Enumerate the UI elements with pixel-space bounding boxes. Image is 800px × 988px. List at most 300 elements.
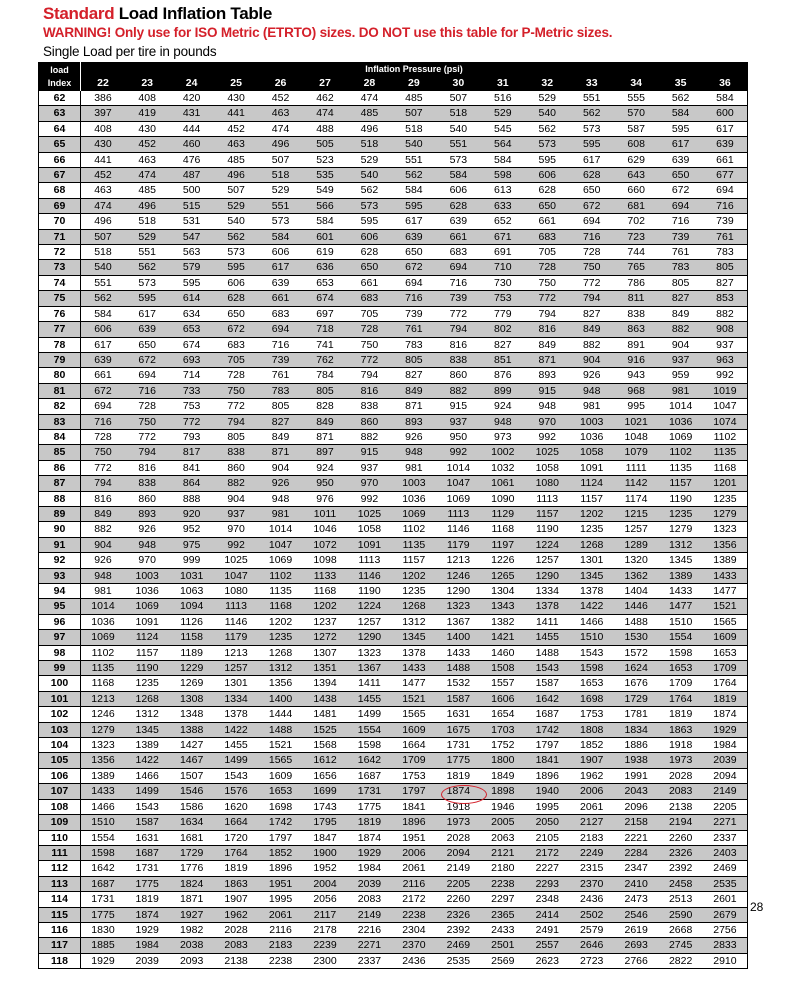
load-value-cell: 948 <box>538 400 557 413</box>
load-value-cell: 1224 <box>347 599 391 614</box>
load-value-cell: 1265 <box>481 568 525 583</box>
load-value-cell: 1312 <box>258 661 302 676</box>
load-value-cell: 860 <box>449 369 468 382</box>
load-index-header <box>39 63 81 92</box>
load-value-cell: 507 <box>392 106 436 121</box>
load-value-cell: 728 <box>582 246 601 259</box>
load-value-cell: 507 <box>271 153 290 166</box>
load-value-cell: 1304 <box>491 585 515 597</box>
load-value-cell: 716 <box>671 215 690 228</box>
load-value-cell: 897 <box>303 445 347 460</box>
load-value-cell: 882 <box>360 430 379 443</box>
load-value-cell: 1620 <box>224 800 248 813</box>
load-value-cell: 916 <box>614 352 658 367</box>
load-value-cell: 728 <box>138 400 156 413</box>
page-number: 28 <box>750 900 764 914</box>
load-value-cell: 1229 <box>169 661 213 676</box>
load-value-cell: 661 <box>258 291 302 306</box>
load-value-cell: 1654 <box>491 708 515 721</box>
load-value-cell: 1598 <box>81 845 125 860</box>
table-row <box>39 661 748 676</box>
load-value-cell: 975 <box>169 537 213 552</box>
load-value-cell: 838 <box>627 307 645 320</box>
load-value-cell: 1190 <box>125 661 169 676</box>
load-value-cell: 540 <box>449 122 468 135</box>
load-value-cell: 1343 <box>481 599 525 614</box>
load-value-cell: 2056 <box>313 893 337 906</box>
load-value-cell: 1819 <box>668 708 693 721</box>
table-row <box>39 183 748 198</box>
load-value-cell: 1962 <box>580 769 604 782</box>
load-value-cell: 545 <box>494 122 512 135</box>
load-value-cell: 915 <box>449 400 468 413</box>
load-value-cell: 1698 <box>268 800 293 813</box>
load-index-cell: 90 <box>39 522 81 537</box>
load-value-cell: 551 <box>94 276 112 289</box>
load-value-cell: 584 <box>316 215 334 228</box>
load-value-cell: 518 <box>258 168 302 183</box>
load-value-cell: 694 <box>94 400 112 413</box>
load-value-cell: 474 <box>271 122 290 135</box>
load-value-cell: 584 <box>658 106 702 121</box>
load-value-cell: 1775 <box>357 800 382 813</box>
table-row <box>39 291 748 306</box>
load-value-cell: 694 <box>716 184 734 197</box>
load-value-cell: 1554 <box>658 630 702 645</box>
load-value-cell: 606 <box>271 246 290 259</box>
load-value-cell: 783 <box>405 338 423 351</box>
pressure-header-cell: 35 <box>658 76 702 91</box>
load-value-cell: 562 <box>81 291 125 306</box>
table-row <box>39 845 748 860</box>
load-value-cell: 783 <box>258 383 302 398</box>
load-value-cell: 1190 <box>535 523 559 536</box>
load-value-cell: 1808 <box>569 722 613 737</box>
load-value-cell: 794 <box>360 369 379 382</box>
load-value-cell: 794 <box>569 291 613 306</box>
load-value-cell: 1929 <box>703 722 748 737</box>
load-value-cell: 805 <box>392 352 436 367</box>
table-row <box>39 198 748 213</box>
load-value-cell: 772 <box>449 307 468 320</box>
load-value-cell: 1080 <box>224 585 248 597</box>
load-value-cell: 1962 <box>214 907 258 922</box>
load-value-cell: 1312 <box>658 537 702 552</box>
load-value-cell: 943 <box>627 369 645 382</box>
load-value-cell: 507 <box>227 184 245 197</box>
load-value-cell: 652 <box>494 215 512 228</box>
load-value-cell: 2348 <box>535 893 559 906</box>
load-value-cell: 650 <box>582 184 601 197</box>
load-value-cell: 1488 <box>436 661 480 676</box>
load-index-cell: 67 <box>39 168 81 183</box>
table-row <box>39 368 748 383</box>
load-value-cell: 562 <box>360 184 379 197</box>
load-value-cell: 1301 <box>580 554 604 567</box>
load-value-cell: 650 <box>525 198 569 213</box>
load-value-cell: 1896 <box>535 769 559 782</box>
table-row <box>39 106 748 121</box>
load-value-cell: 1731 <box>446 739 471 752</box>
load-value-cell: 462 <box>316 92 334 104</box>
load-value-cell: 849 <box>303 414 347 429</box>
load-value-cell: 1090 <box>491 492 515 505</box>
load-value-cell: 2370 <box>392 938 436 953</box>
load-value-cell: 2061 <box>580 800 604 813</box>
load-value-cell: 628 <box>569 168 613 183</box>
load-value-cell: 1190 <box>358 585 381 597</box>
load-value-cell: 660 <box>627 184 645 197</box>
load-value-cell: 950 <box>303 476 347 491</box>
load-value-cell: 860 <box>138 492 156 505</box>
load-value-cell: 1279 <box>668 523 693 536</box>
load-value-cell: 2458 <box>658 876 702 891</box>
load-value-cell: 529 <box>360 153 379 166</box>
load-value-cell: 1019 <box>703 383 748 398</box>
load-value-cell: 1014 <box>268 523 293 536</box>
load-value-cell: 744 <box>627 246 645 259</box>
load-value-cell: 1841 <box>525 753 569 768</box>
load-value-cell: 1885 <box>81 938 125 953</box>
load-value-cell: 2557 <box>525 938 569 953</box>
load-index-cell: 107 <box>39 784 81 799</box>
load-value-cell: 2038 <box>169 938 213 953</box>
load-value-cell: 1609 <box>268 769 293 782</box>
load-value-cell: 1642 <box>525 691 569 706</box>
load-value-cell: 893 <box>538 369 557 382</box>
load-value-cell: 529 <box>538 92 557 104</box>
load-value-cell: 948 <box>81 568 125 583</box>
load-value-cell: 2679 <box>703 907 748 922</box>
load-value-cell: 860 <box>227 461 245 474</box>
table-row <box>39 553 748 568</box>
load-value-cell: 772 <box>169 414 213 429</box>
load-value-cell: 976 <box>316 492 334 505</box>
load-value-cell: 783 <box>716 246 734 259</box>
load-value-cell: 619 <box>316 246 334 259</box>
load-value-cell: 851 <box>481 352 525 367</box>
load-value-cell: 1598 <box>569 661 613 676</box>
load-value-cell: 1819 <box>135 893 159 906</box>
load-value-cell: 1389 <box>658 568 702 583</box>
load-value-cell: 871 <box>316 430 334 443</box>
load-value-cell: 1047 <box>214 568 258 583</box>
load-value-cell: 1378 <box>402 646 426 659</box>
table-row <box>39 599 748 614</box>
table-row <box>39 830 748 845</box>
load-value-cell: 716 <box>569 229 613 244</box>
load-value-cell: 1389 <box>135 739 159 752</box>
load-value-cell: 1433 <box>703 568 748 583</box>
table-row <box>39 245 748 260</box>
load-value-cell: 683 <box>227 338 245 351</box>
load-value-cell: 1874 <box>713 708 737 721</box>
load-value-cell: 650 <box>658 168 702 183</box>
load-value-cell: 1676 <box>624 677 648 690</box>
load-value-cell: 1446 <box>614 599 658 614</box>
load-value-cell: 1224 <box>525 537 569 552</box>
load-value-cell: 694 <box>436 260 480 275</box>
load-value-cell: 950 <box>449 430 468 443</box>
load-value-cell: 1742 <box>525 722 569 737</box>
load-value-cell: 915 <box>347 445 391 460</box>
load-value-cell: 1824 <box>169 876 213 891</box>
load-value-cell: 1775 <box>125 876 169 891</box>
load-index-cell: 113 <box>39 876 81 891</box>
load-value-cell: 617 <box>138 307 156 320</box>
load-value-cell: 1565 <box>402 708 426 721</box>
load-value-cell: 1624 <box>614 661 658 676</box>
load-value-cell: 952 <box>182 523 201 536</box>
load-index-cell: 99 <box>39 661 81 676</box>
table-row <box>39 815 748 830</box>
load-value-cell: 1508 <box>481 661 525 676</box>
table-row <box>39 953 748 968</box>
load-value-cell: 1554 <box>91 831 115 844</box>
load-value-cell: 463 <box>214 137 258 152</box>
load-value-cell: 639 <box>81 352 125 367</box>
load-value-cell: 598 <box>481 168 525 183</box>
load-value-cell: 1871 <box>179 893 204 906</box>
load-value-cell: 718 <box>303 322 347 337</box>
load-value-cell: 488 <box>316 122 334 135</box>
load-value-cell: 1102 <box>713 430 737 443</box>
load-value-cell: 551 <box>258 198 302 213</box>
load-value-cell: 617 <box>258 260 302 275</box>
load-value-cell: 794 <box>81 476 125 491</box>
load-value-cell: 1069 <box>81 630 125 645</box>
load-value-cell: 463 <box>94 184 112 197</box>
load-value-cell: 1795 <box>303 815 347 830</box>
load-value-cell: 805 <box>671 276 690 289</box>
load-index-cell: 110 <box>39 830 81 845</box>
load-value-cell: 2745 <box>658 938 702 953</box>
table-row <box>39 460 748 475</box>
load-value-cell: 1290 <box>525 568 569 583</box>
load-value-cell: 1404 <box>624 585 648 597</box>
load-value-cell: 1984 <box>125 938 169 953</box>
load-value-cell: 2178 <box>313 923 337 936</box>
load-value-cell: 1389 <box>713 554 737 567</box>
load-value-cell: 2293 <box>525 876 569 891</box>
load-value-cell: 762 <box>303 352 347 367</box>
load-value-cell: 2403 <box>703 845 748 860</box>
load-value-cell: 893 <box>125 506 169 521</box>
load-value-cell: 716 <box>703 198 748 213</box>
load-index-cell: 64 <box>39 121 81 136</box>
load-value-cell: 1102 <box>258 568 302 583</box>
load-value-cell: 1158 <box>169 630 213 645</box>
load-value-cell: 904 <box>227 492 245 505</box>
load-value-cell: 1918 <box>668 739 693 752</box>
load-value-cell: 1235 <box>258 630 302 645</box>
load-value-cell: 617 <box>405 215 423 228</box>
load-value-cell: 728 <box>94 430 112 443</box>
load-value-cell: 518 <box>138 215 156 228</box>
load-value-cell: 1268 <box>569 537 613 552</box>
table-row <box>39 306 748 321</box>
table-row <box>39 352 748 367</box>
load-value-cell: 739 <box>436 291 480 306</box>
load-value-cell: 1444 <box>268 708 293 721</box>
load-index-cell: 87 <box>39 476 81 491</box>
load-value-cell: 573 <box>138 276 156 289</box>
load-value-cell: 606 <box>347 229 391 244</box>
load-index-cell: 117 <box>39 938 81 953</box>
load-value-cell: 584 <box>436 168 480 183</box>
load-value-cell: 2326 <box>436 907 480 922</box>
load-value-cell: 1378 <box>525 599 569 614</box>
load-value-cell: 1382 <box>491 615 515 628</box>
table-row <box>39 337 748 352</box>
load-value-cell: 1764 <box>713 677 737 690</box>
load-value-cell: 761 <box>392 322 436 337</box>
load-value-cell: 672 <box>214 322 258 337</box>
load-value-cell: 531 <box>182 215 201 228</box>
load-value-cell: 1886 <box>624 739 648 752</box>
load-value-cell: 1135 <box>81 661 125 676</box>
load-value-cell: 2502 <box>569 907 613 922</box>
load-value-cell: 430 <box>138 122 156 135</box>
table-row <box>39 506 748 521</box>
load-inflation-table <box>38 62 748 969</box>
load-value-cell: 1743 <box>313 800 337 813</box>
load-value-cell: 595 <box>214 260 258 275</box>
load-value-cell: 1753 <box>580 708 604 721</box>
load-value-cell: 2469 <box>713 862 737 875</box>
load-value-cell: 1898 <box>481 784 525 799</box>
load-value-cell: 1063 <box>179 585 204 597</box>
load-value-cell: 1642 <box>347 753 391 768</box>
load-value-cell: 518 <box>405 122 423 135</box>
load-value-cell: 1900 <box>303 845 347 860</box>
load-value-cell: 2300 <box>313 954 337 967</box>
load-index-cell: 76 <box>39 306 81 321</box>
load-index-cell: 114 <box>39 892 81 907</box>
load-value-cell: 827 <box>582 307 601 320</box>
load-value-cell: 683 <box>525 229 569 244</box>
load-value-cell: 1025 <box>525 445 569 460</box>
load-value-cell: 1307 <box>313 646 337 659</box>
load-value-cell: 463 <box>138 153 156 166</box>
load-value-cell: 518 <box>347 137 391 152</box>
load-value-cell: 908 <box>703 322 748 337</box>
load-value-cell: 1995 <box>535 800 559 813</box>
load-value-cell: 595 <box>671 122 690 135</box>
pressure-header-cell: 32 <box>525 76 569 91</box>
load-value-cell: 584 <box>405 184 423 197</box>
load-value-cell: 2337 <box>357 954 382 967</box>
load-value-cell: 2205 <box>436 876 480 891</box>
load-value-cell: 573 <box>449 153 468 166</box>
load-value-cell: 1929 <box>135 923 159 936</box>
load-value-cell: 681 <box>614 198 658 213</box>
load-value-cell: 1598 <box>357 739 382 752</box>
load-value-cell: 841 <box>182 461 201 474</box>
load-value-cell: 1345 <box>668 554 693 567</box>
load-value-cell: 1664 <box>214 815 258 830</box>
load-value-cell: 1849 <box>491 769 515 782</box>
pressure-header-cell: 33 <box>569 76 613 91</box>
load-value-cell: 1525 <box>303 722 347 737</box>
load-value-cell: 2083 <box>658 784 702 799</box>
load-value-cell: 2433 <box>491 923 515 936</box>
load-value-cell: 811 <box>614 291 658 306</box>
load-value-cell: 1308 <box>169 691 213 706</box>
load-value-cell: 702 <box>627 215 645 228</box>
load-value-cell: 705 <box>360 307 379 320</box>
load-value-cell: 1642 <box>91 862 115 875</box>
load-value-cell: 1190 <box>669 492 692 505</box>
load-index-cell: 116 <box>39 922 81 937</box>
load-value-cell: 1586 <box>179 800 204 813</box>
load-value-cell: 1094 <box>169 599 213 614</box>
load-value-cell: 793 <box>182 430 201 443</box>
table-row <box>39 799 748 814</box>
load-value-cell: 1356 <box>81 753 125 768</box>
load-value-cell: 1189 <box>180 646 203 659</box>
load-value-cell: 633 <box>481 198 525 213</box>
load-value-cell: 2105 <box>535 831 559 844</box>
load-value-cell: 2723 <box>580 954 604 967</box>
load-value-cell: 2365 <box>481 907 525 922</box>
load-value-cell: 1973 <box>436 815 480 830</box>
load-value-cell: 1279 <box>703 506 748 521</box>
load-value-cell: 1411 <box>358 677 381 690</box>
load-value-cell: 1036 <box>658 414 702 429</box>
load-value-cell: 485 <box>405 92 423 104</box>
load-value-cell: 573 <box>582 122 601 135</box>
load-value-cell: 420 <box>182 92 201 104</box>
load-value-cell: 1268 <box>125 691 169 706</box>
load-value-cell: 584 <box>494 153 512 166</box>
load-value-cell: 1031 <box>169 568 213 583</box>
load-value-cell: 2668 <box>668 923 693 936</box>
load-value-cell: 904 <box>271 461 290 474</box>
load-value-cell: 1543 <box>580 646 604 659</box>
load-value-cell: 849 <box>538 338 557 351</box>
load-value-cell: 871 <box>525 352 569 367</box>
load-value-cell: 2513 <box>668 893 693 906</box>
load-value-cell: 2096 <box>624 800 648 813</box>
load-value-cell: 904 <box>671 338 690 351</box>
load-value-cell: 1168 <box>313 585 337 597</box>
load-index-cell: 97 <box>39 630 81 645</box>
load-value-cell: 1510 <box>81 815 125 830</box>
load-value-cell: 639 <box>449 215 468 228</box>
load-value-cell: 474 <box>81 198 125 213</box>
load-value-cell: 1235 <box>135 677 159 690</box>
load-index-cell: 73 <box>39 260 81 275</box>
load-index-cell: 72 <box>39 245 81 260</box>
load-value-cell: 1460 <box>491 646 515 659</box>
load-value-cell: 1929 <box>91 954 115 967</box>
load-value-cell: 2149 <box>703 784 748 799</box>
load-value-cell: 937 <box>658 352 702 367</box>
load-value-cell: 1069 <box>392 506 436 521</box>
load-value-cell: 1896 <box>392 815 436 830</box>
load-value-cell: 573 <box>227 246 245 259</box>
load-value-cell: 1348 <box>179 708 204 721</box>
load-value-cell: 1378 <box>580 585 604 597</box>
load-value-cell: 693 <box>169 352 213 367</box>
load-value-cell: 2083 <box>214 938 258 953</box>
load-value-cell: 1433 <box>81 784 125 799</box>
table-row <box>39 768 748 783</box>
load-value-cell: 1014 <box>81 599 125 614</box>
load-value-cell: 570 <box>614 106 658 121</box>
load-index-cell: 98 <box>39 645 81 660</box>
